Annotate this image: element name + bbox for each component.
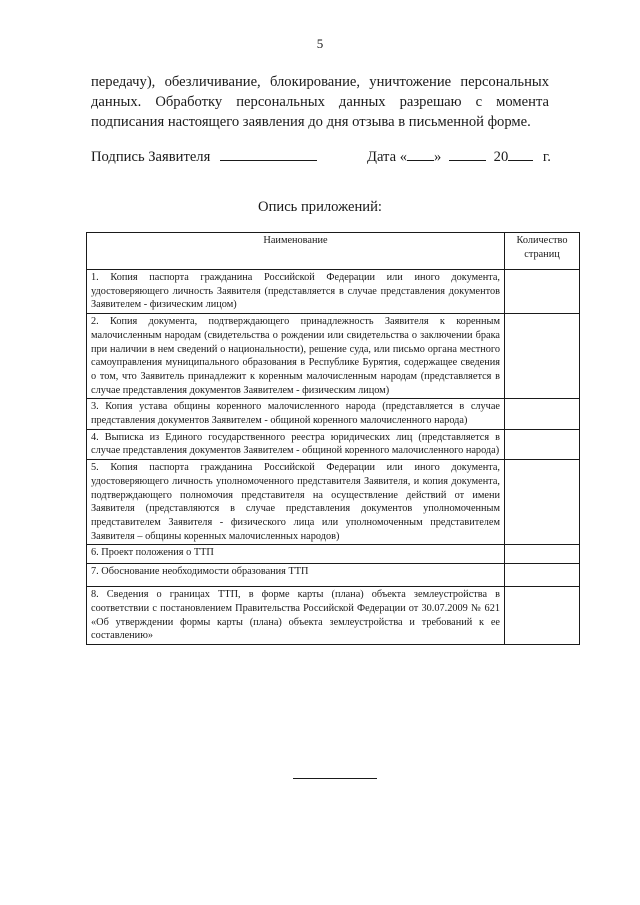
table-header-row (87, 233, 580, 270)
row-pages[interactable] (505, 314, 580, 399)
date-field (367, 146, 551, 167)
table-row (87, 564, 580, 587)
row-pages[interactable] (505, 429, 580, 459)
header-pages: Количество страниц (505, 233, 580, 270)
table-row (87, 545, 580, 564)
row-name: 6. Проект положения о ТТП (87, 545, 505, 564)
attachments-table (86, 232, 580, 645)
date-year-blank[interactable] (508, 146, 533, 161)
row-pages[interactable] (505, 587, 580, 645)
row-name: 3. Копия устава общины коренного малочисленного народа (представляется в случае представления документов Заявителем - общиной коренного малочисленного народа) (87, 399, 505, 429)
row-pages[interactable] (505, 460, 580, 545)
signature-field (91, 146, 317, 167)
date-month-blank[interactable] (449, 146, 486, 161)
table-row (87, 587, 580, 645)
attachments-title: Опись приложений: (258, 199, 382, 215)
row-pages[interactable] (505, 270, 580, 314)
header-name: Наименование (87, 233, 505, 270)
table-row (87, 429, 580, 459)
row-name: 1. Копия паспорта гражданина Российской Федерации или иного документа, удостоверяющего личность Заявителя (представляется в случае представления документов Заявителем - физическим лицом) (87, 270, 505, 314)
signature-row (91, 146, 565, 166)
date-quote-close: » (434, 149, 442, 165)
row-name: 7. Обоснование необходимости образования ТТП (87, 564, 505, 587)
row-name: 5. Копия паспорта гражданина Российской Федерации или иного документа, удостоверяющего личность уполномоченного представителя Заявителя, и копия документа, подтверждающего полномочия представителя на осуществление действий от имени Заявителя (представляются в случае представления документов уполномоченным представителем Заявителя - физического лица или уполномоченным представителем Заявителя – общины коренных малочисленных народов) (87, 460, 505, 545)
date-day-blank[interactable] (407, 146, 434, 161)
page-number: 5 (316, 36, 324, 51)
row-pages[interactable] (505, 399, 580, 429)
table-row (87, 399, 580, 429)
year-suffix: г. (542, 149, 551, 165)
row-name: 8. Сведения о границах ТТП, в форме карты (плана) объекта землеустройства в соответствии с постановлением Правительства Российской Федерации от 30.07.2009 № 621 «Об утверждении формы карты (плана) объекта землеустройства и требований к ее составлению» (87, 587, 505, 645)
date-label: Дата « (367, 149, 408, 165)
year-prefix: 20 (493, 149, 509, 165)
row-pages[interactable] (505, 545, 580, 564)
signature-blank[interactable] (220, 146, 317, 161)
row-name: 2. Копия документа, подтверждающего принадлежность Заявителя к коренным малочисленным народам (свидетельства о рождении или свидетельства о заключении брака при наличии в нем сведений о национальности), решение суда, или письмо органа местного самоуправления муниципального образования в Республике Бурятия, содержащее сведения о том, что Заявитель принадлежит к коренным малочисленным народам (представляется в случае представления документов Заявителем - физическим лицом) (87, 314, 505, 399)
table-row (87, 270, 580, 314)
signature-label: Подпись Заявителя (91, 149, 211, 165)
end-divider (293, 778, 377, 779)
row-name: 4. Выписка из Единого государственного реестра юридических лиц (представляется в случае представления документов Заявителем - общиной коренного малочисленного народа) (87, 429, 505, 459)
table-row (87, 314, 580, 399)
row-pages[interactable] (505, 564, 580, 587)
table-row (87, 460, 580, 545)
intro-paragraph: передачу), обезличивание, блокирование, уничтожение персональных данных. Обработку персональных данных разрешаю с момента подписания настоящего заявления до дня отзыва в письменной форме. (91, 74, 549, 130)
